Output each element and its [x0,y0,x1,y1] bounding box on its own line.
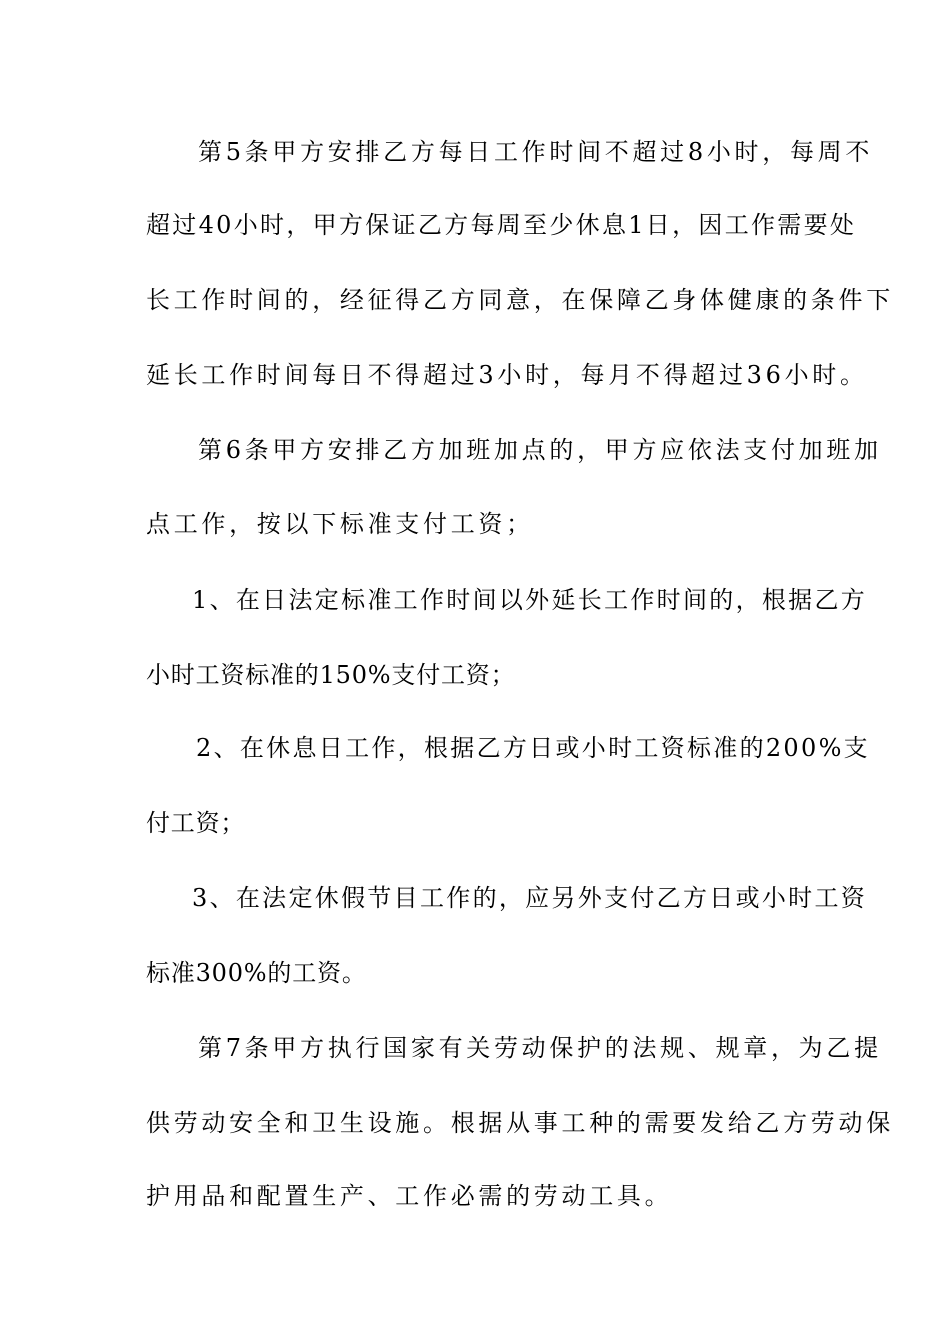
text-line: 小时工资标准的150%支付工资； [146,661,516,689]
paragraph-item-3-line-1 [0,878,950,918]
text-line: 点工作，按以下标准支付工资； [146,510,534,538]
text-line: 第7条甲方执行国家有关劳动保护的法规、规章，为乙提 [198,1034,882,1062]
paragraph-article-5-line-1 [0,132,950,172]
paragraph-item-3-line-2 [0,953,950,993]
text-line: 1、在日法定标准工作时间以外延长工作时间的，根据乙方 [192,586,868,614]
text-line: 3、在法定休假节目工作的，应另外支付乙方日或小时工资 [192,884,868,912]
paragraph-article-7-line-2 [0,1103,950,1143]
text-line: 超过40小时，甲方保证乙方每周至少休息1日，因工作需要处 [146,211,857,239]
text-line: 延长工作时间每日不得超过3小时，每月不得超过36小时。 [146,361,868,389]
text-line: 护用品和配置生产、工作必需的劳动工具。 [146,1182,673,1210]
paragraph-item-1-line-1 [0,580,950,620]
paragraph-article-6-line-2 [0,504,950,544]
paragraph-article-7-line-1 [0,1028,950,1068]
text-line: 2、在休息日工作，根据乙方日或小时工资标准的200%支 [196,734,870,762]
paragraph-article-6-line-1 [0,430,950,470]
text-line: 供劳动安全和卫生设施。根据从事工种的需要发给乙方劳动保 [146,1109,894,1137]
text-line: 付工资； [146,809,246,837]
text-line: 第5条甲方安排乙方每日工作时间不超过8小时，每周不 [198,138,874,166]
paragraph-item-2-line-1 [0,728,950,768]
paragraph-article-7-line-3 [0,1176,950,1216]
text-line: 第6条甲方安排乙方加班加点的，甲方应依法支付加班加 [198,436,882,464]
paragraph-item-2-line-2 [0,803,950,843]
paragraph-article-5-line-3 [0,280,950,320]
text-line: 标准300%的工资。 [146,959,367,987]
paragraph-article-5-line-4 [0,355,950,395]
paragraph-item-1-line-2 [0,655,950,695]
paragraph-article-5-line-2 [0,205,950,245]
text-line: 长工作时间的，经征得乙方同意，在保障乙身体健康的条件下 [146,286,894,314]
